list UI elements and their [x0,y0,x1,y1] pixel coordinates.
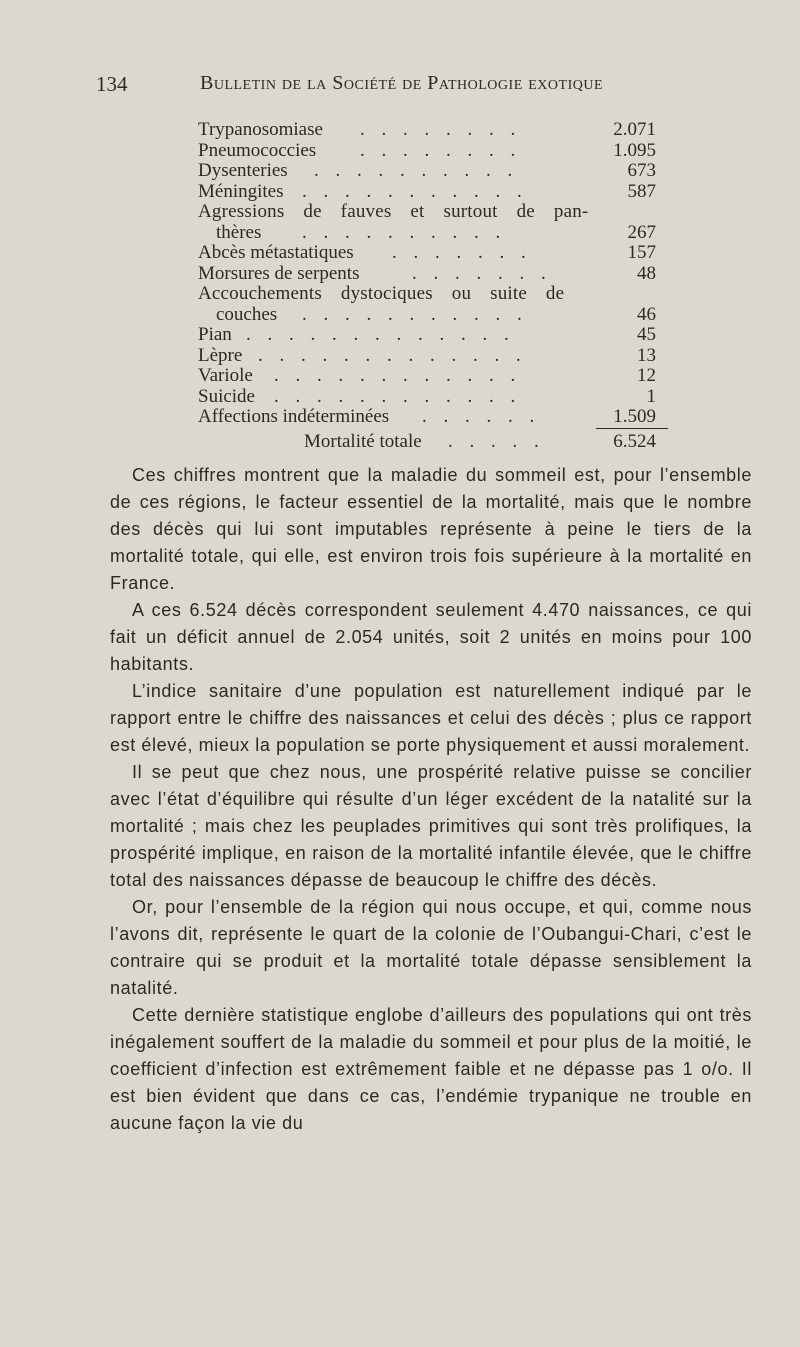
table-row: Lèpre . . . . . . . . . . . . . 13 [198,344,656,366]
death-count: 267 [627,221,656,243]
cause-label: Agressions de fauves et surtout de pan- [198,201,589,222]
body-text [110,462,752,1137]
table-row: Pneumococcies . . . . . . . . 1.095 [198,139,656,161]
table-row: Morsures de serpents . . . . . . . 48 [198,262,656,284]
table-row [198,284,668,305]
paragraph: Ces chiffres montrent que la maladie du sommeil est, pour l’ensemble de ces régions, le facteur essentiel de la mortalité, mais que le nombre des décès qui lui sont imputables représente à peine le tiers de la mortalité totale, qui elle, est environ trois fois supérieure à la mortalité en France. [110,465,752,593]
paragraph: Il se peut que chez nous, une prospérité relative puisse se concilier avec l’état d’équilibre qui résulte d’un léger excédent de la natalité sur la mortalité ; mais chez les peuplades primitives qui sont très prolifiques, la prospérité implique, en raison de la mortalité infantile élevée, que le chiffre total des naissances dépasse de beaucoup le chiffre des décès. [110,762,752,890]
table-row: Pian . . . . . . . . . . . . . 45 [198,324,656,345]
total-row: Mortalité totale . . . . . 6.524 [304,430,656,452]
death-count: 1.095 [613,139,656,161]
death-count: 45 [637,324,656,345]
table-row: Abcès métastatiques . . . . . . . 157 [198,242,656,263]
table-row: Variole . . . . . . . . . . . . 12 [198,365,656,386]
cause-label: Suicide [198,385,255,407]
table-row: Affections indéterminées . . . . . . 1.509 [198,406,656,427]
total-rule [596,428,668,429]
cause-label: Pneumococcies [198,139,317,161]
death-count: 48 [637,262,656,284]
total-value: 6.524 [613,430,656,452]
paragraph: Or, pour l’ensemble de la région qui nous occupe, et qui, comme nous l’avons dit, représente le quart de la colonie de l’Oubangui-Chari, c’est le contraire qui se produit et la mortalité totale dépasse sensiblement la natalité. [110,897,752,998]
death-count: 1 [646,385,656,407]
page-number: 134 [96,72,128,96]
paragraph: A ces 6.524 décès correspondent seulement 4.470 naissances, ce qui fait un déficit annuel de 2.054 unités, soit 2 unités en moins pour 100 habitants. [110,600,752,674]
table-row: thères . . . . . . . . . . 267 [216,221,656,243]
cause-label: Variole [198,365,253,386]
running-title: Bulletin de la Société de Pathologie exotique [200,72,604,94]
cause-label: Affections indéterminées [198,406,390,427]
cause-label: Accouchements dystociques ou suite de [198,283,565,304]
cause-label: Dysenteries [198,160,288,181]
cause-label-continued: thères [216,221,262,243]
table-row [198,202,668,223]
mortality-table [198,120,668,452]
death-count: 673 [627,160,656,181]
cause-label: Trypanosomiase [198,119,323,140]
death-count: 587 [627,180,656,202]
table-row: couches . . . . . . . . . . . 46 [216,303,656,325]
cause-label: Morsures de serpents [198,262,360,284]
cause-label: Méningites [198,180,284,202]
death-count: 1.509 [613,406,656,427]
death-count: 13 [637,344,656,366]
death-count: 12 [637,365,656,386]
page-header [96,70,660,100]
death-count: 46 [637,303,656,325]
table-row: Dysenteries . . . . . . . . . . 673 [198,160,656,181]
cause-label-continued: couches [216,303,278,325]
paragraph: L’indice sanitaire d’une population est naturellement indiqué par le rapport entre le chiffre des naissances et celui des décès ; plus ce rapport est élevé, mieux la population se porte physiquement et aussi moralement. [110,681,752,755]
cause-label: Pian [198,324,232,345]
death-count: 157 [627,242,656,263]
cause-label: Abcès métastatiques [198,242,354,263]
total-label: Mortalité totale [304,430,422,452]
paragraph: Cette dernière statistique englobe d’ailleurs des populations qui ont très inégalement souffert de la maladie du sommeil et pour plus de la moitié, le coefficient d’infection est extrêmement faible et ne dépasse pas 1 o/o. Il est bien évident que dans ce cas, l’endémie trypanique ne trouble en aucune façon la vie du [110,1005,752,1133]
table-row: Méningites . . . . . . . . . . . 587 [198,180,656,202]
table-row: Suicide . . . . . . . . . . . . 1 [198,385,656,407]
table-row: Trypanosomiase . . . . . . . . 2.071 [198,119,656,140]
death-count: 2.071 [613,119,656,140]
cause-label: Lèpre [198,344,243,366]
